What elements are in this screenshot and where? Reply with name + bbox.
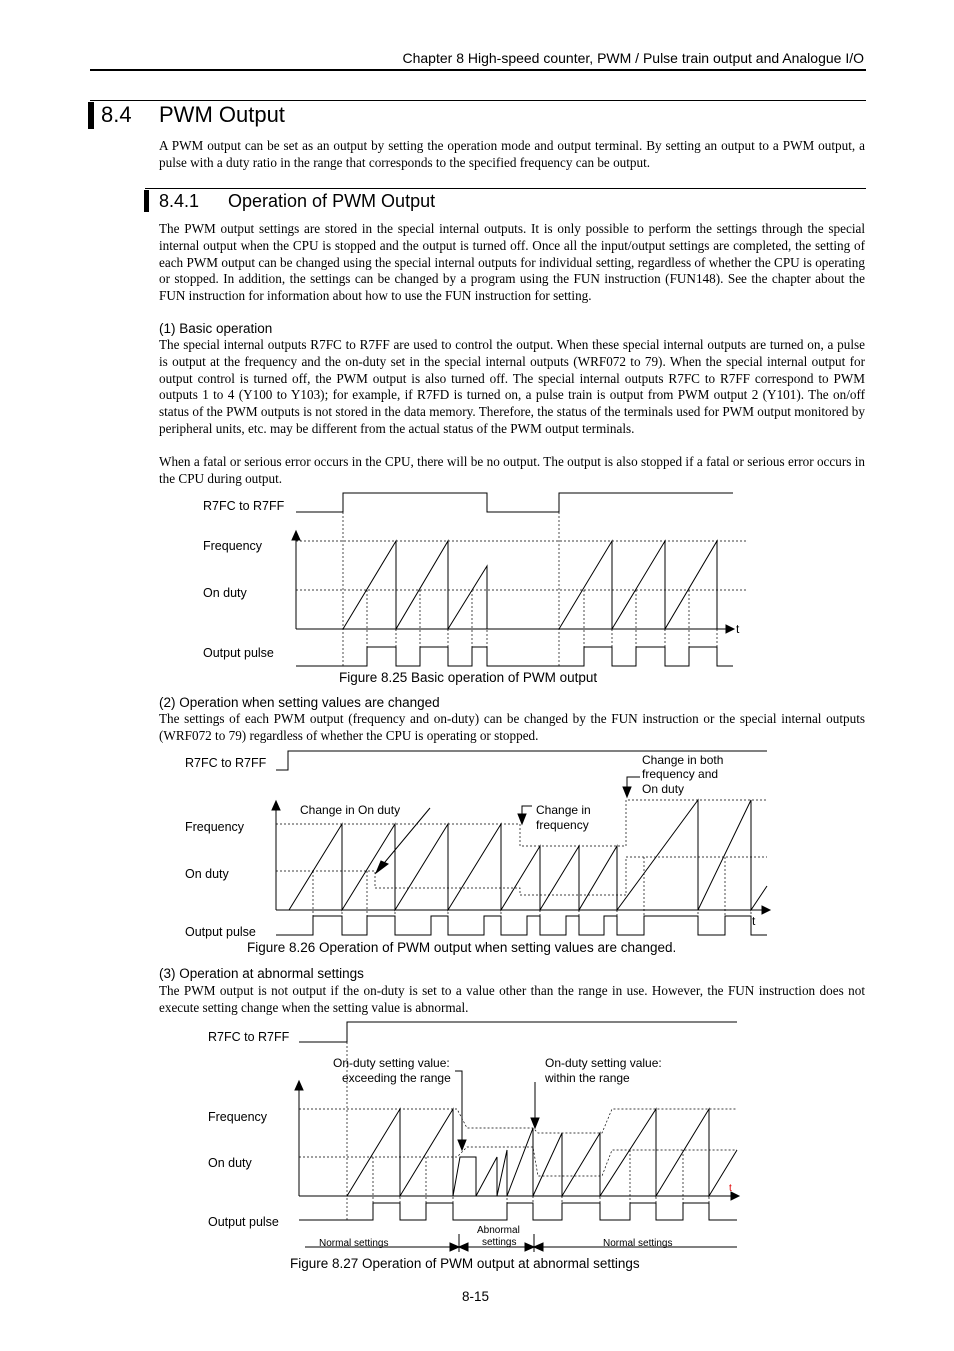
fig26-r7fc-label: R7FC to R7FF <box>185 756 267 770</box>
changed-settings-heading: (2) Operation when setting values are changed <box>159 695 440 710</box>
section-title: PWM Output <box>159 102 285 127</box>
fig27-exceed-annotation-line1: On-duty setting value: <box>333 1056 450 1070</box>
fig27-output-pulse-label: Output pulse <box>208 1215 279 1229</box>
subsection-title: Operation of PWM Output <box>228 191 436 211</box>
fig27-within-annotation-line2: within the range <box>545 1071 630 1085</box>
fig26-change-both-annotation-line1: Change in both <box>642 753 724 767</box>
fig27-on-duty-label: On duty <box>208 1156 252 1170</box>
section-number: 8.4 <box>101 102 132 127</box>
fig25-output-pulse-label: Output pulse <box>203 646 274 660</box>
figure-8-26-timing-diagram <box>180 745 780 943</box>
basic-operation-heading: (1) Basic operation <box>159 321 273 336</box>
chapter-header: Chapter 8 High-speed counter, PWM / Pulse train output and Analogue I/O <box>402 50 864 66</box>
error-paragraph: When a fatal or serious error occurs in the CPU, there will be no output. The output is also stopped if a fatal or serious error occurs in the CPU during output. <box>159 454 865 486</box>
basic-operation-paragraph: The special internal outputs R7FC to R7FF are used to control the output. When these special internal outputs are turned on, a pulse is output at the frequency and the on-duty set in the special internal outputs (WRF072 to 79). When the special internal output for output control is turned off, the PWM output is also turned off. The special internal outputs R7FC to R7FF correspond to PWM outputs 1 to 4 (Y100 to Y103); for example, if R7FD is turned on, a pulse train is output from PWM output 2 (Y101). The on/off status of the PWM outputs is not stored in the data memory. Therefore, the status of the terminals used for PWM output monitored by peripheral units, etc. may be different from the actual status of the PWM output terminals. <box>159 337 865 436</box>
fig26-change-on-duty-annotation: Change in On duty <box>300 803 401 817</box>
changed-settings-paragraph: The settings of each PWM output (frequency and on-duty) can be changed by the FUN instruction or the special internal outputs (WRF072 to 79) regardless of whether the CPU is operating or stopped. <box>159 711 865 743</box>
fig26-change-both-annotation-line3: On duty <box>642 782 685 796</box>
fig26-on-duty-label: On duty <box>185 867 229 881</box>
fig25-on-duty-label: On duty <box>203 586 247 600</box>
fig27-r7fc-label: R7FC to R7FF <box>208 1030 290 1044</box>
fig27-abnormal-settings-line2: settings <box>482 1237 517 1248</box>
figure-8-26-caption: Figure 8.26 Operation of PWM output when setting values are changed. <box>247 940 677 955</box>
subsection-number: 8.4.1 <box>159 191 200 211</box>
fig26-output-pulse-label: Output pulse <box>185 925 256 939</box>
fig27-within-annotation-line1: On-duty setting value: <box>545 1056 662 1070</box>
header-rule <box>90 69 866 71</box>
page-number: 8-15 <box>462 1289 490 1304</box>
abnormal-settings-heading: (3) Operation at abnormal settings <box>159 966 364 981</box>
fig27-exceed-annotation-line2: exceeding the range <box>342 1071 451 1085</box>
fig27-time-label: t <box>729 1183 732 1194</box>
fig27-abnormal-settings-line1: Abnormal <box>477 1225 520 1236</box>
subsection-paragraph: The PWM output settings are stored in the special internal outputs. It is only possible to perform the settings through the special internal output when the CPU is stopped and the output is turned off. Once all the input/output settings are completed, the setting of each PWM output can be changed using the special internal outputs for individual setting, regardless of whether the CPU is operating or stopped. In addition, the settings can be changed by a program using the FUN instruction (FUN148). See the chapter about the FUN instruction for information about how to use the FUN instruction for setting. <box>159 221 865 304</box>
fig26-frequency-label: Frequency <box>185 820 245 834</box>
fig25-r7fc-label: R7FC to R7FF <box>203 499 285 513</box>
fig26-change-freq-annotation-line1: Change in <box>536 803 591 817</box>
subsection-rule <box>145 188 866 189</box>
fig26-change-both-annotation-line2: frequency and <box>642 767 719 781</box>
section-intro: A PWM output can be set as an output by setting the operation mode and output terminal. By setting an output to a PWM output, a pulse with a duty ratio in the range that corresponds to the specified frequency can be output. <box>159 138 865 170</box>
section-marker <box>88 102 94 129</box>
figure-8-27-timing-diagram <box>200 1018 760 1256</box>
fig27-normal-settings-left: Normal settings <box>319 1238 389 1249</box>
figure-8-27-caption: Figure 8.27 Operation of PWM output at abnormal settings <box>290 1256 640 1271</box>
subsection-marker <box>144 190 149 212</box>
figure-8-25-caption: Figure 8.25 Basic operation of PWM output <box>339 670 598 685</box>
abnormal-settings-paragraph: The PWM output is not output if the on-duty is set to a value other than the range in use. However, the FUN instruction does not execute setting change when the setting value is abnormal. <box>159 983 865 1015</box>
section-rule <box>90 100 866 101</box>
fig26-change-freq-annotation-line2: frequency <box>536 818 589 832</box>
fig27-normal-settings-right: Normal settings <box>603 1238 673 1249</box>
fig27-frequency-label: Frequency <box>208 1110 268 1124</box>
figure-8-25-timing-diagram <box>190 488 760 670</box>
fig26-time-label: t <box>752 914 756 928</box>
fig25-time-label: t <box>736 622 740 636</box>
fig25-frequency-label: Frequency <box>203 539 263 553</box>
